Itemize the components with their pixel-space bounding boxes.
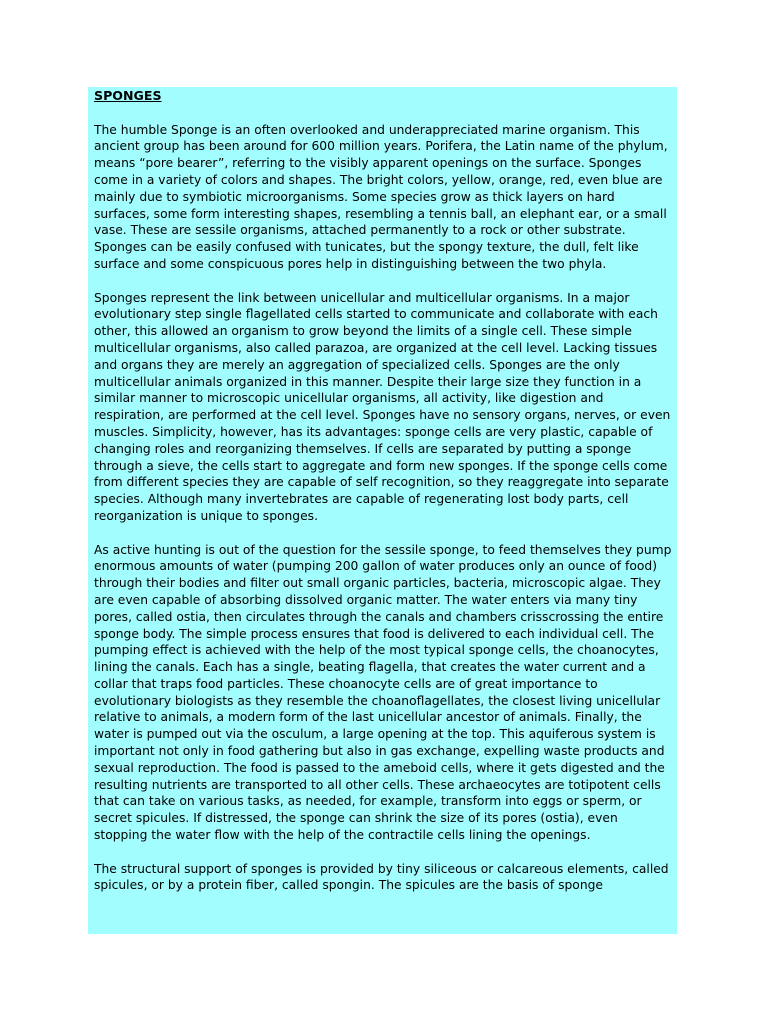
- paragraph-cell-organization: Sponges represent the link between unicellular and multicellular organisms. In a major evolutionary step single flagellated cells started to communicate and collaborate with each other, this allowed an organism to grow beyond the limits of a single cell. These simple multicellular organisms, also called parazoa, are organized at the cell level. Lacking tissues and organs they are merely an aggregation of specialized cells. Sponges are the only multicellular animals organized in this manner. Despite their large size they function in a similar manner to microscopic unicellular organisms, all activity, like digestion and respiration, are performed at the cell level. Sponges have no sensory organs, nerves, or even muscles. Simplicity, however, has its advantages: sponge cells are very plastic, capable of changing roles and reorganizing themselves. If cells are separated by putting a sponge through a sieve, the cells start to aggregate and form new sponges. If the sponge cells come from different species they are capable of self recognition, so they reaggregate into separate species. Although many invertebrates are capable of regenerating lost body parts, cell reorganization is unique to sponges.: [94, 290, 671, 523]
- document-panel: [88, 87, 677, 934]
- paragraph-appearance: The humble Sponge is an often overlooked and underappreciated marine organism. This ancient group has been around for 600 million years. Porifera, the Latin name of the phylum, means “pore bearer”, referring to the visibly apparent openings on the surface. Sponges come in a variety of colors and shapes. The bright colors, yellow, orange, red, even blue are mainly due to symbiotic microorganisms. Some species grow as thick layers on hard surfaces, some form interesting shapes, resembling a tennis ball, an elephant ear, or a small vase. These are sessile organisms, attached permanently to a rock or other substrate. Sponges can be easily confused with tunicates, but the spongy texture, the dull, felt like surface and some conspicuous pores help in distinguishing between the two phyla.: [94, 122, 668, 271]
- paragraph-structural-support: The structural support of sponges is provided by tiny siliceous or calcareous elements, called spicules, or by a protein fiber, called spongin. The spicules are the basis of sponge: [94, 861, 669, 893]
- document-title: SPONGES: [94, 88, 162, 103]
- paragraph-feeding: As active hunting is out of the question for the sessile sponge, to feed themselves they pump enormous amounts of water (pumping 200 gallon of water produces only an ounce of food) through their bodies and filter out small organic particles, bacteria, microscopic algae. They are even capable of absorbing dissolved organic matter. The water enters via many tiny pores, called ostia, then circulates through the canals and chambers crisscrossing the entire sponge body. The simple process ensures that food is delivered to each individual cell. The pumping effect is achieved with the help of the most typical sponge cells, the choanocytes, lining the canals. Each has a single, beating flagella, that creates the water current and a collar that traps food particles. These choanocyte cells are of great importance to evolutionary biologists as they resemble the choanoflagellates, the closest living unicellular relative to animals, a modern form of the last unicellular ancestor of animals. Finally, the water is pumped out via the osculum, a large opening at the top. This aquiferous system is important not only in food gathering but also in gas exchange, expelling waste products and sexual reproduction. The food is passed to the ameboid cells, where it gets digested and the resulting nutrients are transported to all other cells. These archaeocytes are totipotent cells that can take on various tasks, as needed, for example, transform into eggs or sperm, or secret spicules. If distressed, the sponge can shrink the size of its pores (ostia), even stopping the water flow with the help of the contractile cells lining the openings.: [94, 542, 672, 843]
